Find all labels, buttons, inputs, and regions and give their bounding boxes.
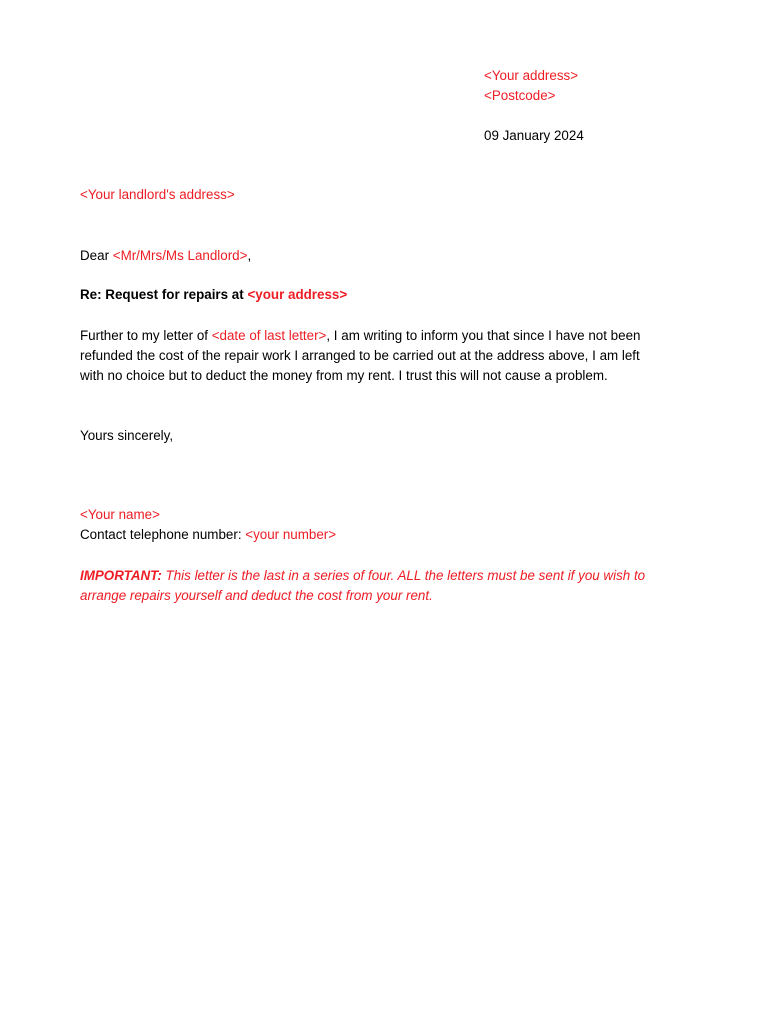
salutation-landlord-name: <Mr/Mrs/Ms Landlord> [112,248,248,263]
body-part1: Further to my letter of [80,328,212,343]
important-label: IMPORTANT: [80,568,162,583]
important-notice [80,566,655,605]
landlord-address: <Your landlord's address> [80,187,235,202]
subject-address: <your address> [247,287,348,302]
sender-postcode: <Postcode> [484,88,556,103]
signature-name: <Your name> [80,507,160,522]
phone-placeholder: <your number> [245,527,337,542]
salutation-comma: , [247,248,252,263]
important-text: This letter is the last in a series of four. ALL the letters must be sent if you wish to arrange repairs yourself and deduct the cost from your rent. [80,568,646,603]
salutation [80,246,251,266]
letter-date: 09 January 2024 [484,128,584,143]
body-date-placeholder: <date of last letter> [211,328,327,343]
body-paragraph [80,326,650,386]
subject-line [80,285,347,305]
body-part2: , I am writing to inform you that since I have not been refunded the cost of the repair work I arranged to be carried out at the address above, I am left with no choice but to deduct the money from my rent. I trust this will not cause a problem. [80,328,641,383]
salutation-dear: Dear [80,248,113,263]
subject-prefix: Re: Request for repairs at [80,287,248,302]
contact-phone [80,525,336,545]
closing: Yours sincerely, [80,428,174,443]
phone-label: Contact telephone number: [80,527,246,542]
sender-address: <Your address> [484,68,579,83]
